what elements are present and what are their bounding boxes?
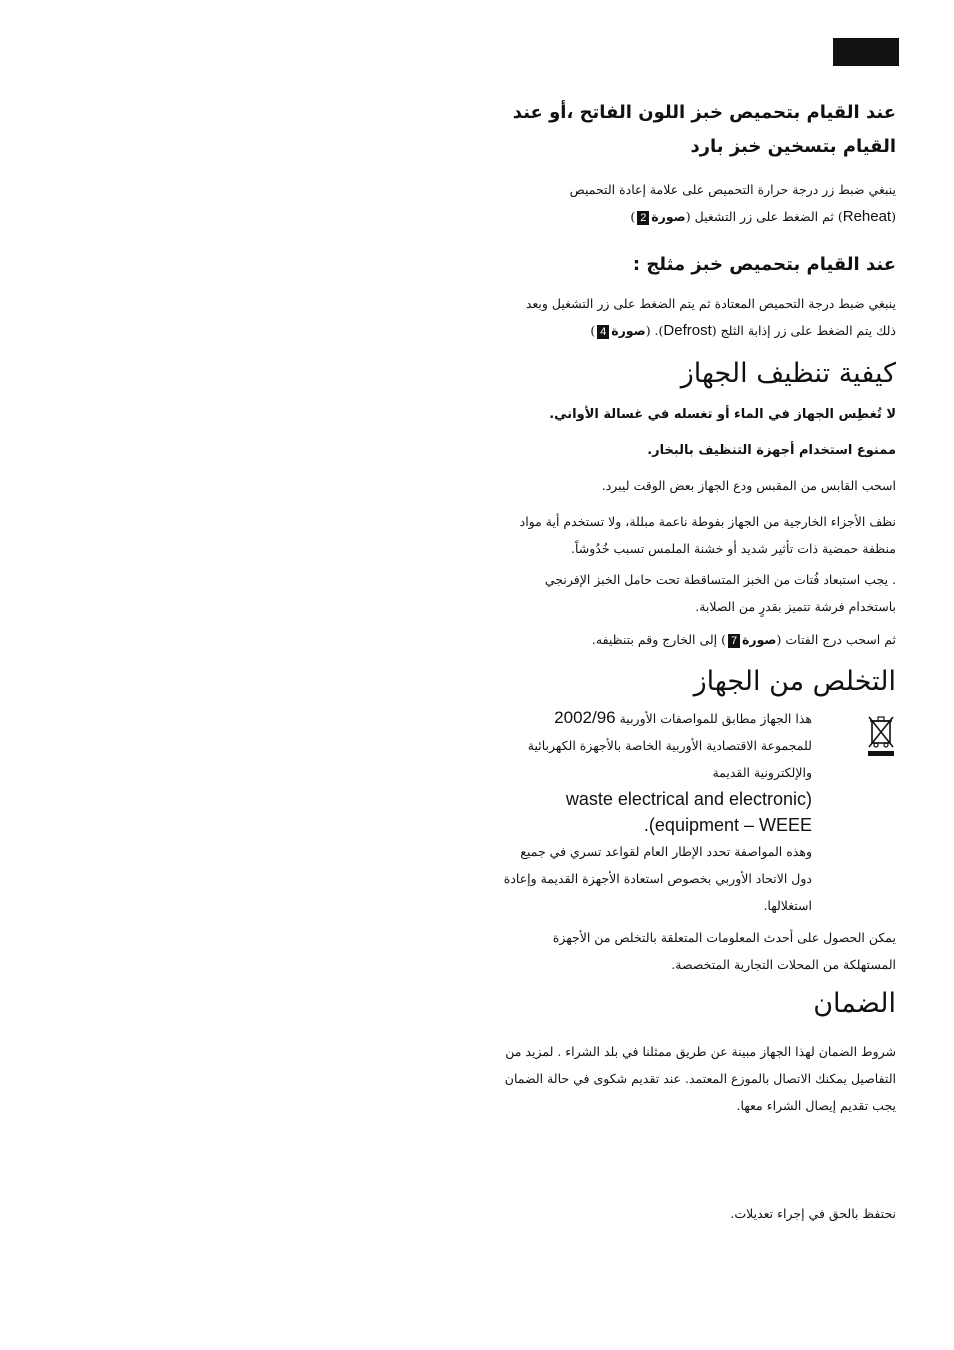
reheat-line-1: ينبغي ضبط زر درجة حرارة التحميص على علامة إعادة التحميص (569, 182, 896, 197)
paragraph-crumb-tray: ثم اسحب درج الفتات (صورة7) إلى الخارج وقم بتنظيفه. (591, 632, 896, 647)
warning-no-immerse: لا تُغطِس الجهاز في الماء أو تغسله في غسالة الأواني. (549, 407, 896, 422)
figure-ref: صورة (651, 209, 686, 224)
figure-ref: صورة (611, 323, 646, 338)
paragraph-warranty: شروط الضمان لهذا الجهاز مبينة عن طريق ممثلنا في بلد الشراء . لمزيد من التفاصيل يمكنك الاتصال بالموزع المعتمد. عند تقديم شكوى في حالة الضمان يجب تقديم إيصال الشراء معها. (504, 1044, 896, 1113)
paragraph-reheat (496, 176, 896, 230)
page-tab-marker (833, 38, 899, 66)
warning-no-steam: ممنوع استخدام أجهزة التنظيف بالبخار. (647, 443, 896, 458)
defrost-line-2: ذلك يتم الضغط على زر إذابة الثلج (Defrost). (صورة4) (590, 322, 896, 339)
directive-number: 2002/96 (554, 708, 616, 727)
weee-text-block (496, 704, 812, 919)
figure-number-badge: 7 (728, 634, 740, 648)
heading-cleaning: كيفية تنظيف الجهاز (680, 358, 896, 389)
footer-rights-note: نحتفظ بالحق في إجراء تعديلات. (730, 1206, 896, 1221)
paragraph-disposal-info: يمكن الحصول على أحدث المعلومات المتعلقة بالتخلص من الأجهزة المستهلكة من المحلات التجارية المتخصصة. (552, 930, 896, 972)
weee-directive-desc: للمجموعة الاقتصادية الأوربية الخاصة بالأجهزة الكهربائية والإلكترونية القديمة (527, 738, 812, 780)
paragraph-defrost (496, 290, 896, 344)
figure-number-badge: 2 (637, 211, 649, 225)
defrost-label: Defrost (663, 322, 712, 339)
weee-english-line-2: .(equipment – WEEE (643, 815, 812, 835)
paragraph-unplug: اسحب القابس من المقبس ودع الجهاز بعض الوقت ليبرد. (601, 478, 896, 493)
heading-warranty: الضمان (813, 988, 896, 1019)
weee-bin-icon (867, 713, 895, 757)
heading-disposal: التخلص من الجهاز (693, 666, 896, 697)
weee-english-line-1: waste electrical and electronic) (565, 789, 812, 809)
paragraph-wipe: نظف الأجزاء الخارجية من الجهاز بفوطة ناعمة مبللة، ولا تستخدم أية مواد منظفة حمضية ذات تأثير شديد أو خشنة الملمس تسبب خُدُوشاً. (519, 514, 896, 556)
defrost-line-1: ينبغي ضبط درجة التحميص المعتادة ثم يتم الضغط على زر التشغيل وبعد (525, 296, 896, 311)
figure-ref: صورة (742, 632, 777, 647)
heading-frozen-toast: عند القيام بتحميص خبز مثلج : (632, 254, 896, 275)
weee-directive-line: هذا الجهاز مطابق للمواصفات الأوربية 2002/96 (554, 708, 812, 727)
reheat-label: Reheat (842, 208, 892, 225)
weee-framework-text: وهذه المواصفة تحدد الإطار العام لقواعد تسري في جميع دول الاتحاد الأوربي بخصوص استعادة الأجهزة القديمة وإعادة استغلالها. (503, 844, 812, 913)
paragraph-crumbs-brush: . يجب استبعاد فُتات من الخبز المتساقطة تحت حامل الخبز الإفرنجي باستخدام فرشة تتميز بقدرٍ من الصلابة. (544, 572, 896, 614)
reheat-line-2: (Reheat) ثم الضغط على زر التشغيل (صورة2) (630, 208, 896, 225)
figure-number-badge: 4 (597, 325, 609, 339)
heading-light-toast: عند القيام بتحميص خبز اللون الفاتح ،أو عند القيام بتسخين خبز بارد (512, 102, 896, 157)
